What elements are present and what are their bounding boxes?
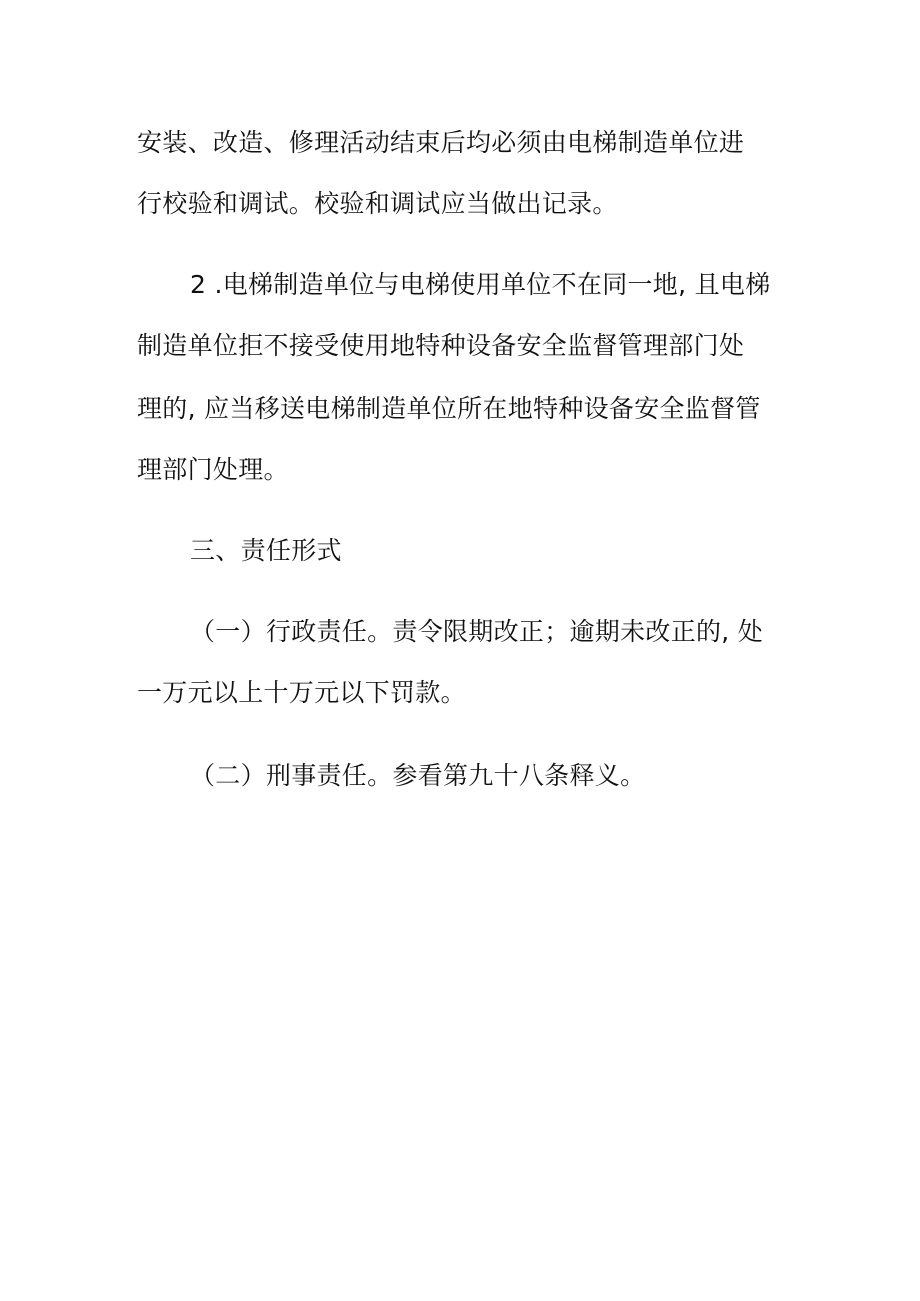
- paragraph-line: 理的, 应当移送电梯制造单位所在地特种设备安全监督管: [137, 394, 761, 423]
- paragraph-line: 制造单位拒不接受使用地特种设备安全监督管理部门处: [137, 331, 745, 360]
- paragraph-line: （二）刑事责任。参看第九十八条释义。: [190, 761, 646, 790]
- paragraph-line: （一）行政责任。责令限期改正；逾期未改正的, 处: [190, 617, 764, 646]
- paragraph-line: 行校验和调试。校验和调试应当做出记录。: [137, 189, 618, 218]
- paragraph-line: 安装、改造、修理活动结束后均必须由电梯制造单位进: [137, 128, 745, 157]
- paragraph-line: 2 .电梯制造单位与电梯使用单位不在同一地, 且电梯: [190, 270, 771, 299]
- paragraph-line: 理部门处理。: [137, 455, 289, 484]
- paragraph-line: 一万元以上十万元以下罚款。: [137, 678, 466, 707]
- section-heading: 三、责任形式: [190, 536, 342, 565]
